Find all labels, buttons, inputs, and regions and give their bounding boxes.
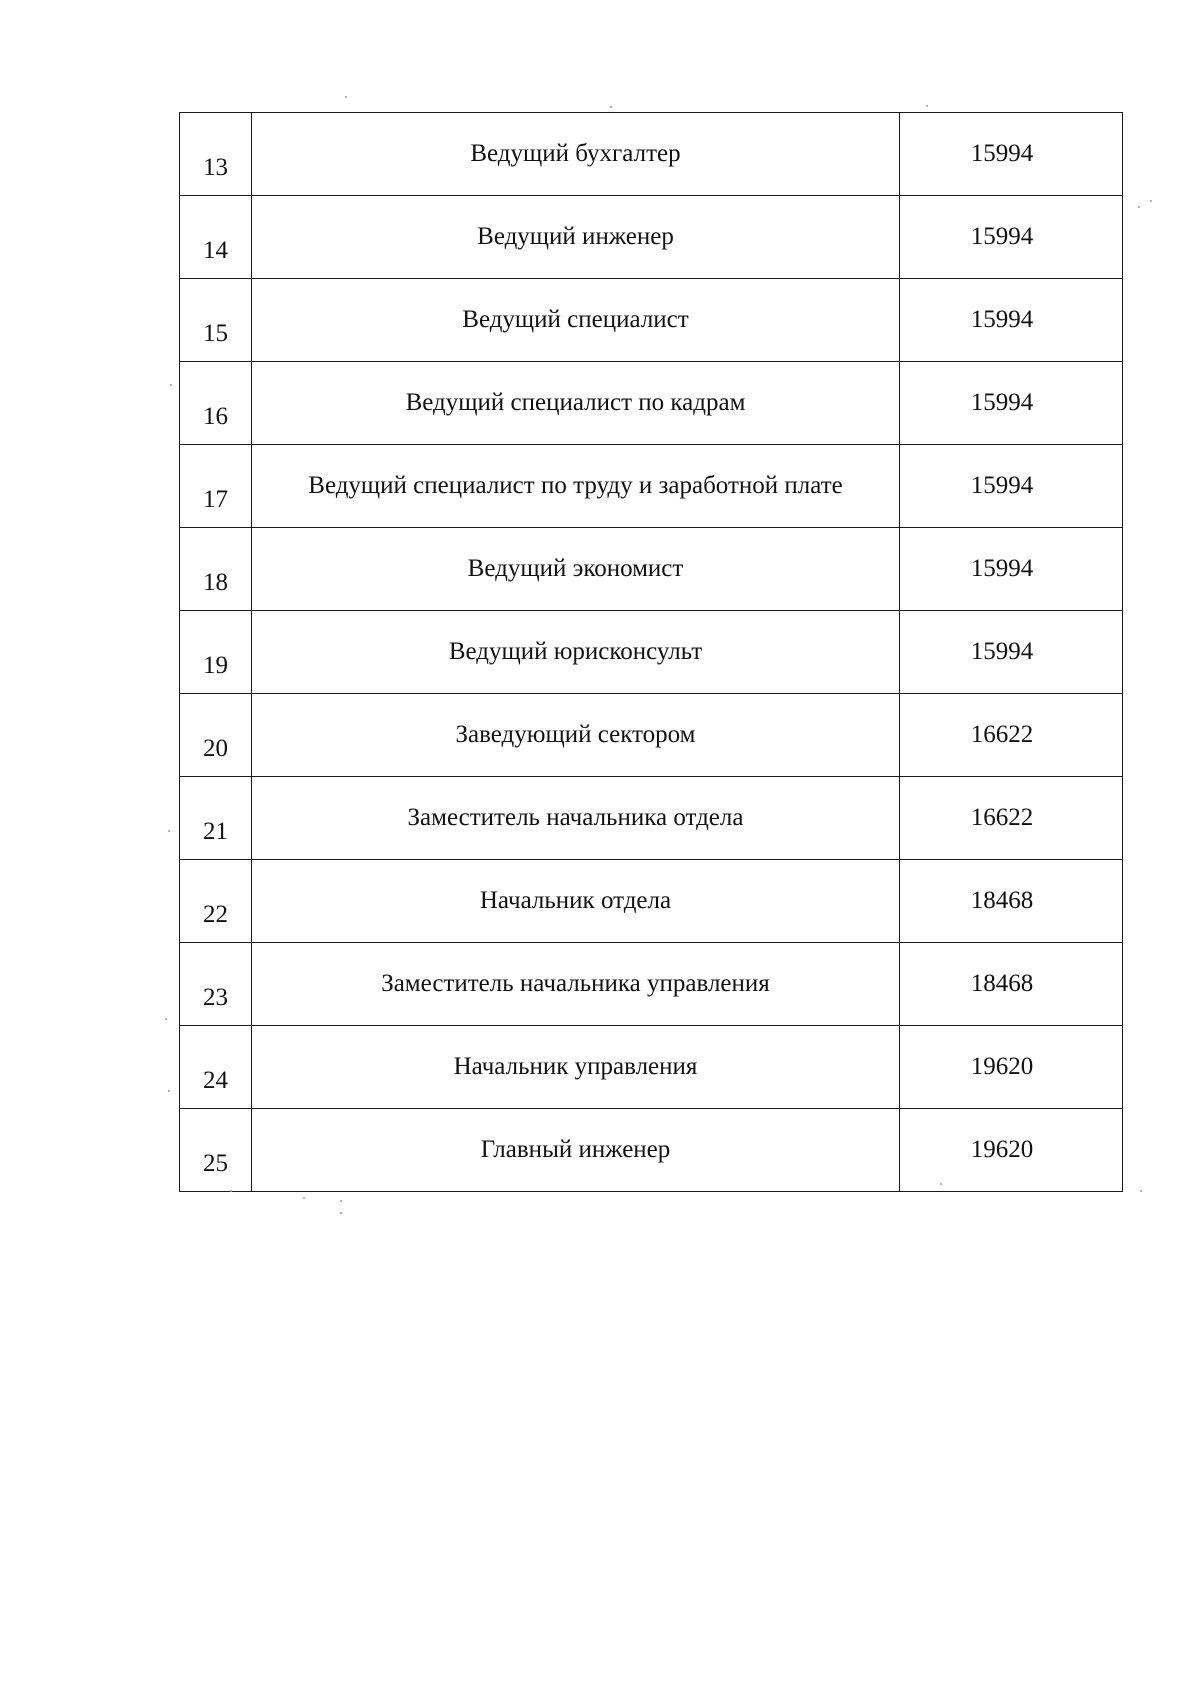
table-row	[180, 445, 1123, 528]
scan-speck	[165, 1018, 167, 1020]
salary-amount: 18468	[900, 943, 1123, 1026]
row-number: 21	[180, 777, 252, 860]
position-title: Начальник управления	[252, 1026, 900, 1109]
row-number: 17	[180, 445, 252, 528]
scan-speck	[1140, 1190, 1142, 1192]
table-row	[180, 611, 1123, 694]
table-row	[180, 279, 1123, 362]
salary-table-body	[180, 113, 1123, 1192]
position-title: Заведующий сектором	[252, 694, 900, 777]
table-row	[180, 1109, 1123, 1192]
scan-speck	[926, 105, 928, 107]
scan-speck	[170, 384, 172, 386]
position-title: Заместитель начальника управления	[252, 943, 900, 1026]
scan-speck	[345, 96, 347, 98]
salary-amount: 16622	[900, 777, 1123, 860]
salary-amount: 15994	[900, 362, 1123, 445]
row-number: 24	[180, 1026, 252, 1109]
salary-amount: 15994	[900, 196, 1123, 279]
salary-amount: 15994	[900, 445, 1123, 528]
salary-amount: 15994	[900, 279, 1123, 362]
salary-amount: 15994	[900, 113, 1123, 196]
table-row	[180, 113, 1123, 196]
scan-speck	[940, 1183, 942, 1185]
scan-speck	[230, 1190, 232, 1192]
table-row	[180, 362, 1123, 445]
scan-speck	[1150, 200, 1152, 202]
table-row	[180, 777, 1123, 860]
row-number: 16	[180, 362, 252, 445]
table-row	[180, 196, 1123, 279]
row-number: 23	[180, 943, 252, 1026]
salary-table	[179, 112, 1123, 1192]
scan-speck	[1138, 206, 1140, 208]
scan-speck	[168, 830, 170, 832]
position-title: Ведущий специалист по труду и заработной плате	[252, 445, 900, 528]
position-title: Ведущий инженер	[252, 196, 900, 279]
position-title: Ведущий специалист	[252, 279, 900, 362]
scan-speck	[610, 106, 612, 108]
salary-amount: 15994	[900, 611, 1123, 694]
row-number: 13	[180, 113, 252, 196]
position-title: Начальник отдела	[252, 860, 900, 943]
row-number: 19	[180, 611, 252, 694]
scan-speck	[168, 1090, 170, 1092]
row-number: 25	[180, 1109, 252, 1192]
scan-speck	[340, 1200, 342, 1202]
scan-speck	[340, 1212, 342, 1214]
table-row	[180, 943, 1123, 1026]
position-title: Ведущий юрисконсульт	[252, 611, 900, 694]
position-title: Главный инженер	[252, 1109, 900, 1192]
salary-amount: 19620	[900, 1026, 1123, 1109]
table-row	[180, 860, 1123, 943]
table-row	[180, 528, 1123, 611]
position-title: Ведущий специалист по кадрам	[252, 362, 900, 445]
table-row	[180, 1026, 1123, 1109]
position-title: Ведущий бухгалтер	[252, 113, 900, 196]
salary-amount: 19620	[900, 1109, 1123, 1192]
row-number: 20	[180, 694, 252, 777]
row-number: 18	[180, 528, 252, 611]
row-number: 14	[180, 196, 252, 279]
salary-amount: 18468	[900, 860, 1123, 943]
salary-amount: 15994	[900, 528, 1123, 611]
position-title: Ведущий экономист	[252, 528, 900, 611]
scan-speck	[303, 1197, 305, 1199]
row-number: 22	[180, 860, 252, 943]
salary-amount: 16622	[900, 694, 1123, 777]
table-row	[180, 694, 1123, 777]
position-title: Заместитель начальника отдела	[252, 777, 900, 860]
row-number: 15	[180, 279, 252, 362]
